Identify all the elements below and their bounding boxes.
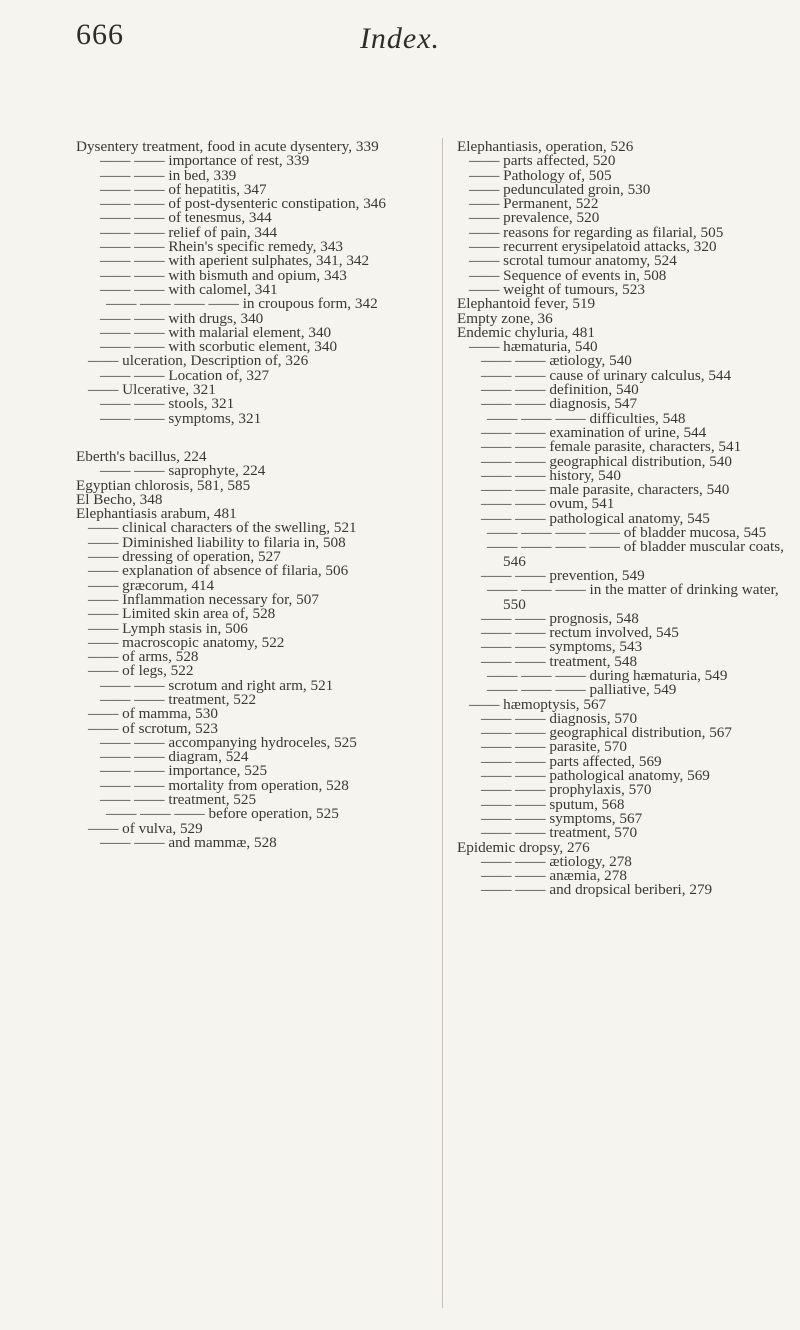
index-entry: —— —— ætiology, 540 bbox=[481, 352, 632, 370]
index-entry: Egyptian chlorosis, 581, 585 bbox=[76, 476, 251, 494]
index-entry: —— explanation of absence of filaria, 506 bbox=[88, 562, 349, 580]
entry-gap bbox=[76, 426, 432, 450]
index-entry: —— —— parts affected, 569 bbox=[481, 752, 662, 770]
index-entry: —— Ulcerative, 321 bbox=[88, 381, 216, 399]
index-entry: —— —— ætiology, 278 bbox=[481, 852, 632, 870]
index-entry: —— —— —— —— in croupous form, 342 bbox=[106, 295, 378, 313]
index-entry: —— macroscopic anatomy, 522 bbox=[88, 633, 285, 651]
index-entry: —— græcorum, 414 bbox=[88, 576, 215, 594]
index-entry: —— —— female parasite, characters, 541 bbox=[481, 438, 742, 456]
index-entry: —— —— importance, 525 bbox=[100, 762, 268, 780]
index-entry: —— —— Rhein's specific remedy, 343 bbox=[100, 238, 344, 256]
index-entry: —— —— symptoms, 321 bbox=[100, 409, 262, 427]
index-entry: —— prevalence, 520 bbox=[469, 209, 600, 227]
index-entry: —— —— diagnosis, 547 bbox=[481, 395, 638, 413]
index-entry: —— —— treatment, 548 bbox=[481, 652, 638, 670]
index-entry: —— —— and mammæ, 528 bbox=[100, 833, 277, 851]
index-entry: —— reasons for regarding as filarial, 505 bbox=[469, 223, 724, 241]
index-column-left bbox=[76, 140, 432, 850]
index-entry: —— —— in bed, 339 bbox=[100, 166, 237, 184]
index-entry: —— ulceration, Description of, 326 bbox=[88, 352, 309, 370]
index-entry: —— —— prognosis, 548 bbox=[481, 609, 639, 627]
index-entry: Elephantoid fever, 519 bbox=[457, 295, 596, 313]
index-entry: —— —— treatment, 525 bbox=[100, 791, 257, 809]
index-entry: —— —— geographical distribution, 567 bbox=[481, 724, 732, 742]
index-entry: —— —— with bismuth and opium, 343 bbox=[100, 266, 347, 284]
index-entry: —— hæmoptysis, 567 bbox=[469, 695, 607, 713]
index-entry: —— —— scrotum and right arm, 521 bbox=[100, 676, 334, 694]
index-entry: —— —— parasite, 570 bbox=[481, 738, 627, 756]
index-entry: —— Diminished liability to filaria in, 508 bbox=[88, 533, 346, 551]
index-entry: Empty zone, 36 bbox=[457, 309, 553, 327]
index-entry: —— —— sputum, 568 bbox=[481, 795, 625, 813]
index-entry: —— clinical characters of the swelling, 521 bbox=[88, 519, 357, 537]
index-entry: —— —— of post-dysenteric constipation, 346 bbox=[100, 195, 386, 213]
index-entry: —— Lymph stasis in, 506 bbox=[88, 619, 248, 637]
index-entry: —— —— with aperient sulphates, 341, 342 bbox=[100, 252, 370, 270]
index-entry: —— —— cause of urinary calculus, 544 bbox=[481, 366, 732, 384]
index-entry: —— —— treatment, 570 bbox=[481, 824, 638, 842]
index-entry: Endemic chyluria, 481 bbox=[457, 323, 595, 341]
index-entry: —— —— pathological anatomy, 569 bbox=[481, 767, 710, 785]
index-entry: —— —— with calomel, 341 bbox=[100, 280, 278, 298]
index-entry: —— —— diagnosis, 570 bbox=[481, 709, 638, 727]
index-entry: —— —— —— in the matter of drinking water, 550 bbox=[487, 581, 779, 613]
running-head: Index. bbox=[359, 22, 441, 55]
index-entry: —— of vulva, 529 bbox=[88, 819, 203, 837]
index-entry: —— dressing of operation, 527 bbox=[88, 548, 281, 566]
index-entry: —— —— —— —— of bladder mucosa, 545 bbox=[487, 524, 767, 542]
index-entry: —— Limited skin area of, 528 bbox=[88, 605, 276, 623]
index-column-right bbox=[457, 140, 799, 898]
index-entry: —— —— definition, 540 bbox=[481, 381, 639, 399]
index-entry: —— —— symptoms, 543 bbox=[481, 638, 643, 656]
index-entry: —— Permanent, 522 bbox=[469, 195, 599, 213]
index-entry: —— —— —— —— of bladder muscular coats, 546 bbox=[487, 538, 784, 570]
index-entry: —— of scrotum, 523 bbox=[88, 719, 218, 737]
index-entry: —— —— prevention, 549 bbox=[481, 566, 645, 584]
index-entry: —— —— symptoms, 567 bbox=[481, 809, 643, 827]
index-entry: —— Sequence of events in, 508 bbox=[469, 266, 667, 284]
index-entry: —— Inflammation necessary for, 507 bbox=[88, 590, 319, 608]
index-entry: —— —— —— difficulties, 548 bbox=[487, 409, 686, 427]
index-entry: —— —— geographical distribution, 540 bbox=[481, 452, 732, 470]
index-entry: —— —— of hepatitis, 347 bbox=[100, 180, 267, 198]
index-entry: —— —— Location of, 327 bbox=[100, 366, 270, 384]
index-entry: El Becho, 348 bbox=[76, 490, 163, 508]
index-entry: Dysentery treatment, food in acute dysentery, 339 bbox=[76, 138, 379, 155]
index-entry: —— hæmaturia, 540 bbox=[469, 338, 598, 356]
index-entry: —— of legs, 522 bbox=[88, 662, 194, 680]
index-entry: —— —— relief of pain, 344 bbox=[100, 223, 278, 241]
index-entry: —— scrotal tumour anatomy, 524 bbox=[469, 252, 677, 270]
index-entry: —— —— history, 540 bbox=[481, 466, 621, 484]
column-divider bbox=[442, 138, 443, 1308]
index-entry: —— —— prophylaxis, 570 bbox=[481, 781, 652, 799]
index-entry: —— —— rectum involved, 545 bbox=[481, 624, 679, 642]
index-entry: —— —— —— palliative, 549 bbox=[487, 681, 677, 699]
page-number: 666 bbox=[76, 18, 124, 51]
index-entry: —— —— stools, 321 bbox=[100, 395, 235, 413]
index-entry: —— —— diagram, 524 bbox=[100, 748, 249, 766]
index-entry: —— of mamma, 530 bbox=[88, 705, 218, 723]
index-entry: —— recurrent erysipelatoid attacks, 320 bbox=[469, 238, 717, 256]
index-entry: —— —— mortality from operation, 528 bbox=[100, 776, 349, 794]
index-entry: Elephantiasis arabum, 481 bbox=[76, 505, 237, 523]
index-entry: —— —— —— during hæmaturia, 549 bbox=[487, 666, 728, 684]
index-entry: —— Pathology of, 505 bbox=[469, 166, 612, 184]
index-entry: —— —— treatment, 522 bbox=[100, 690, 257, 708]
index-entry: Eberth's bacillus, 224 bbox=[76, 447, 207, 465]
index-entry: —— pedunculated groin, 530 bbox=[469, 180, 651, 198]
index-entry: —— weight of tumours, 523 bbox=[469, 280, 645, 298]
index-entry: —— parts affected, 520 bbox=[469, 152, 616, 170]
index-entry: —— —— importance of rest, 339 bbox=[100, 152, 310, 170]
index-entry: —— —— —— before operation, 525 bbox=[106, 805, 339, 823]
index-entry: —— —— with malarial element, 340 bbox=[100, 323, 332, 341]
index-entry: —— —— of tenesmus, 344 bbox=[100, 209, 272, 227]
index-entry: —— —— examination of urine, 544 bbox=[481, 423, 707, 441]
index-entry: —— of arms, 528 bbox=[88, 648, 199, 666]
index-entry: —— —— ovum, 541 bbox=[481, 495, 615, 513]
index-entry: —— —— with scorbutic element, 340 bbox=[100, 338, 338, 356]
index-entry: —— —— with drugs, 340 bbox=[100, 309, 264, 327]
index-entry: —— —— male parasite, characters, 540 bbox=[481, 481, 730, 499]
index-entry: —— —— accompanying hydroceles, 525 bbox=[100, 733, 357, 751]
index-entry: Elephantiasis, operation, 526 bbox=[457, 138, 634, 155]
index-entry: —— —— and dropsical beriberi, 279 bbox=[481, 881, 713, 899]
index-entry: —— —— pathological anatomy, 545 bbox=[481, 509, 710, 527]
index-entry: —— —— anæmia, 278 bbox=[481, 867, 627, 885]
index-entry: Epidemic dropsy, 276 bbox=[457, 838, 590, 856]
index-entry: —— —— saprophyte, 224 bbox=[100, 462, 266, 480]
